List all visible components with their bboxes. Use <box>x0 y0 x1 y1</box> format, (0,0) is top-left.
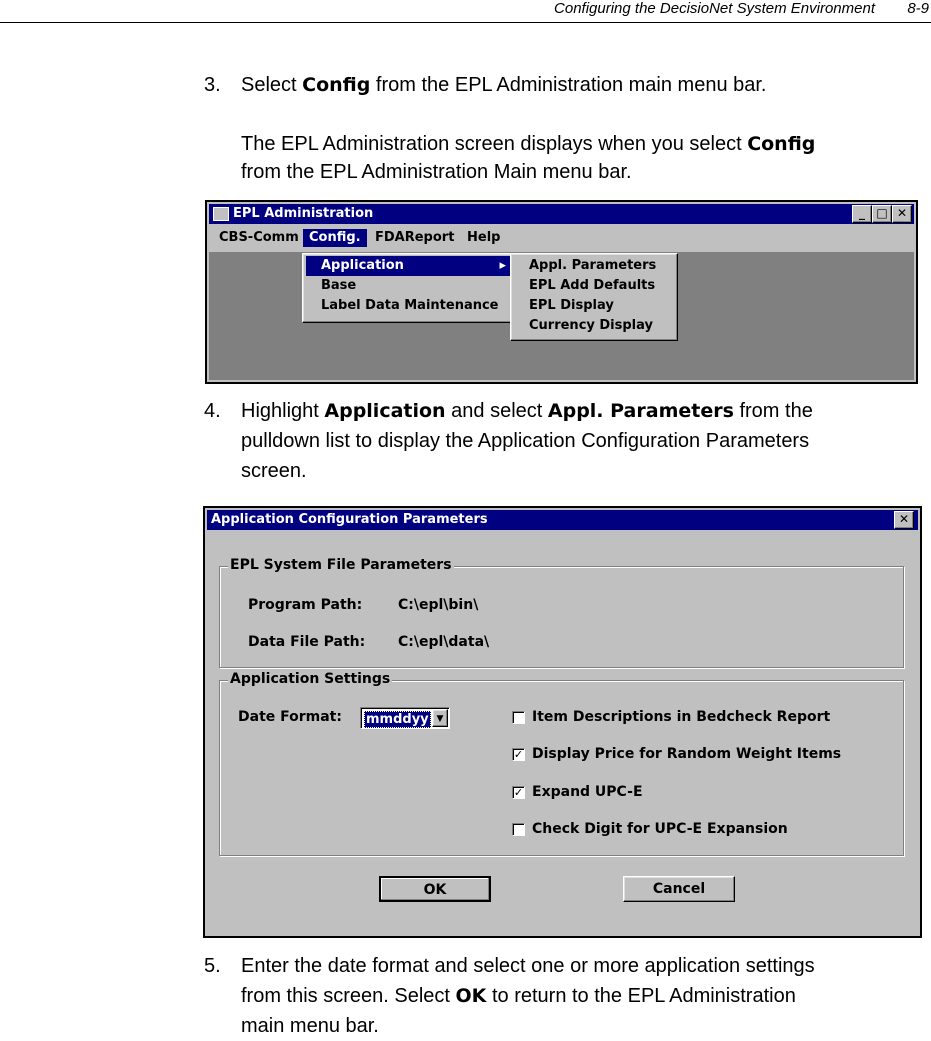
page-number: 8-9 <box>907 0 929 17</box>
minimize-icon[interactable]: _ <box>852 205 872 223</box>
submenu-item-epl-add-defaults[interactable]: EPL Add Defaults <box>529 278 656 293</box>
data-path-value: C:\epl\data\ <box>398 634 490 650</box>
checkbox-item-descriptions[interactable] <box>512 711 525 724</box>
config-dropdown <box>302 253 514 323</box>
checkbox-label: Display Price for Random Weight Items <box>532 746 842 762</box>
file-parameters-group <box>219 557 904 668</box>
close-icon[interactable]: ✕ <box>894 511 914 529</box>
menu-help[interactable]: Help <box>467 230 501 245</box>
app-config-dialog <box>203 506 922 938</box>
step-text: Enter the date format and select one or more application settings from this screen. Select OK to return to the EPL Administration main menu bar. <box>241 955 815 1037</box>
running-header <box>0 0 931 23</box>
submenu-item-appl-parameters[interactable]: Appl. Parameters <box>529 258 657 273</box>
chevron-down-icon[interactable]: ▼ <box>432 709 448 727</box>
submenu-item-currency-display[interactable]: Currency Display <box>529 318 653 333</box>
dropdown-item-application[interactable]: Application ▸ <box>306 256 510 276</box>
step-3 <box>204 70 904 100</box>
step-text: Highlight Application and select Appl. Parameters from the pulldown list to display the Application Configuration Parameters screen. <box>241 400 813 482</box>
maximize-icon[interactable]: □ <box>872 205 892 223</box>
group-label: Application Settings <box>230 671 391 687</box>
program-path-value: C:\epl\bin\ <box>398 597 479 613</box>
header-title: Configuring the DecisioNet System Environment <box>554 0 875 17</box>
ok-button[interactable]: OK <box>379 876 491 902</box>
group-label: EPL System File Parameters <box>230 557 452 573</box>
app-icon <box>213 207 229 221</box>
dropdown-item-base[interactable]: Base <box>321 278 357 293</box>
menu-fdareport[interactable]: FDAReport <box>375 230 455 245</box>
dialog-title: Application Configuration Parameters <box>211 512 488 527</box>
menu-cbs-comm[interactable]: CBS-Comm <box>219 230 299 245</box>
window-title: EPL Administration <box>233 206 374 221</box>
application-settings-group <box>219 671 904 856</box>
step-text: Select Config from the EPL Administration main menu bar. <box>241 74 767 96</box>
checkbox-display-price[interactable]: ✓ <box>513 748 524 761</box>
date-format-value: mmddyy <box>366 712 429 727</box>
step-4 <box>204 396 924 486</box>
checkbox-label: Check Digit for UPC-E Expansion <box>532 821 788 837</box>
checkbox-expand-upc-e[interactable]: ✓ <box>513 786 524 799</box>
menu-config[interactable]: Config. <box>303 229 367 247</box>
paragraph: The EPL Administration screen displays when you select Config from the EPL Administration Main menu bar. <box>241 133 816 183</box>
data-path-label: Data File Path: <box>248 634 366 650</box>
submenu-item-epl-display[interactable]: EPL Display <box>529 298 614 313</box>
application-submenu <box>510 253 678 341</box>
date-format-label: Date Format: <box>238 709 342 725</box>
step-number: 4. <box>204 400 221 422</box>
epl-admin-window <box>205 200 918 384</box>
menu-bar <box>209 226 914 252</box>
title-bar <box>207 510 918 530</box>
date-format-select[interactable] <box>360 707 450 729</box>
program-path-label: Program Path: <box>248 597 363 613</box>
cancel-button[interactable]: Cancel <box>623 876 735 902</box>
step-number: 3. <box>204 74 221 96</box>
title-bar <box>209 204 914 224</box>
checkbox-label: Expand UPC-E <box>532 784 643 800</box>
checkbox-label: Item Descriptions in Bedcheck Report <box>532 709 831 725</box>
step-5 <box>204 951 924 1041</box>
close-icon[interactable]: ✕ <box>892 205 912 223</box>
step-number: 5. <box>204 955 221 977</box>
dropdown-item-label-data-maintenance[interactable]: Label Data Maintenance <box>321 298 499 313</box>
checkbox-check-digit[interactable] <box>512 823 525 836</box>
submenu-arrow-icon: ▸ <box>499 258 506 273</box>
